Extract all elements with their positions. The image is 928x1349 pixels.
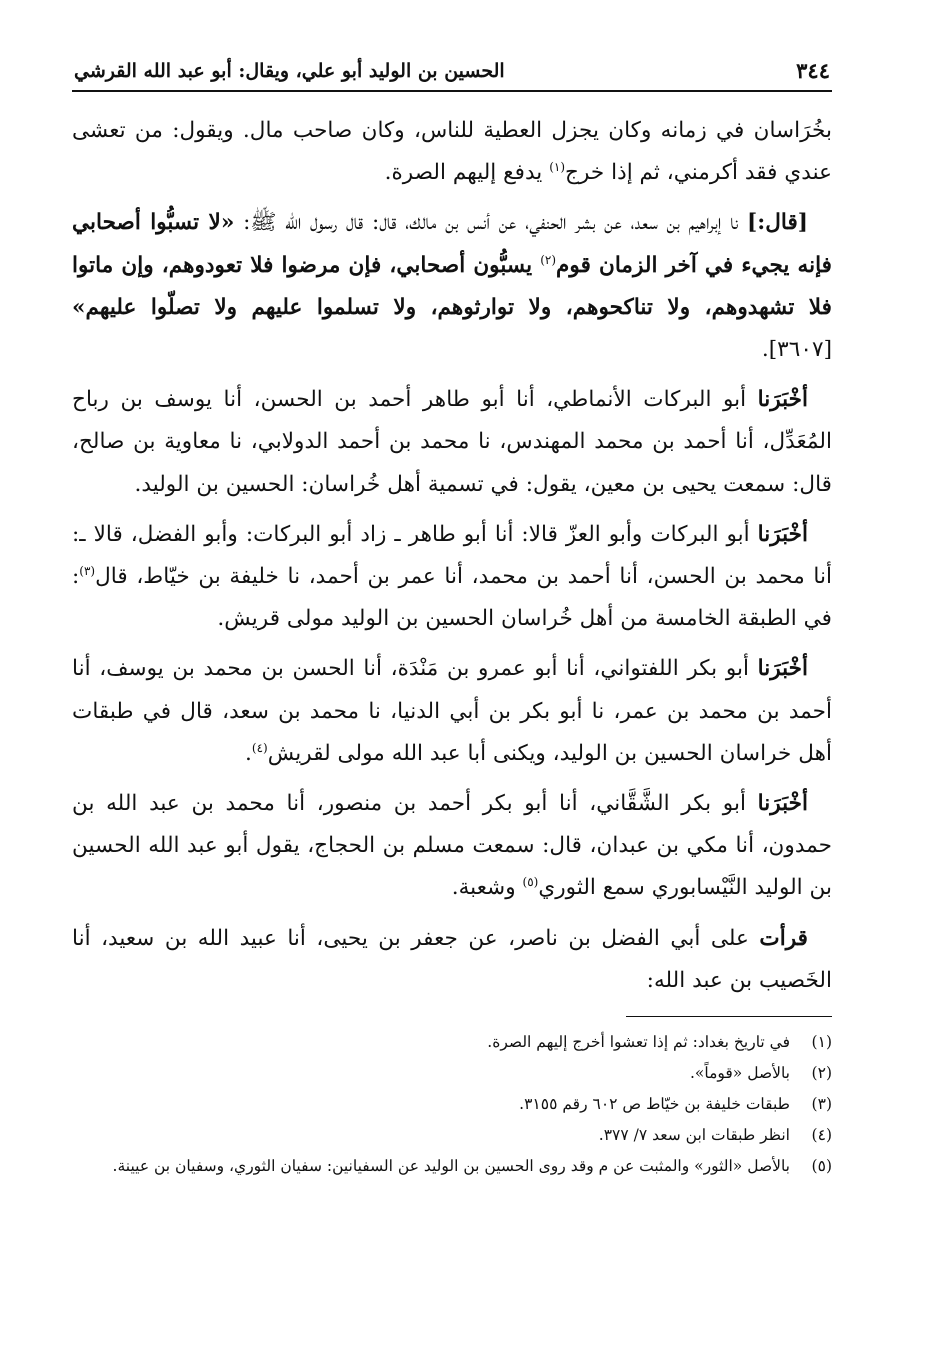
paragraph-2 (72, 202, 832, 371)
paragraph-3-keyword: أخْبَرَنا (757, 387, 808, 413)
paragraph-5-keyword: أخْبَرَنا (757, 656, 808, 682)
paragraph-5-text: أبو بكر اللفتواني، أنا أبو عمرو بن مَنْدَة، أنا الحسن بن محمد بن يوسف، أنا أحمد بن محمد بن عمر، نا أبو بكر بن أبي الدنيا، نا محمد بن سعد، قال في طبقات أهل خراسان الحسين بن الوليد، ويكنى أبا عبد الله مولى لقريش (72, 656, 832, 766)
footnote-text: في تاريخ بغداد: ثم إذا تعشوا أخرج إليهم الصرة. (487, 1033, 790, 1052)
footnote-text: انظر طبقات ابن سعد ٧/ ٣٧٧. (598, 1126, 790, 1145)
footnote-item (72, 1027, 832, 1058)
footnote-number: (٤) (811, 1126, 832, 1145)
footnote-ref-3[interactable]: (٣) (79, 563, 96, 578)
footnote-item (72, 1089, 832, 1120)
paragraph-1 (72, 110, 832, 194)
paragraph-4-text: أبو البركات وأبو العزّ قالا: أنا أبو طاهر ـ زاد أبو البركات: وأبو الفضل، قالا ـ: أنا محمد بن الحسن، أنا أحمد بن محمد، أنا عمر بن أحمد، نا خليفة بن خيّاط، قال (72, 521, 832, 590)
paragraph-4-keyword: أخْبَرَنا (757, 521, 808, 547)
footnote-number: (٢) (811, 1064, 832, 1083)
book-page (72, 58, 832, 1329)
footnote-ref-5[interactable]: (٥) (522, 875, 539, 890)
hadith-reference: [٣٦٠٧]. (761, 337, 832, 363)
hadith-text-part-1: «لا تسبُّوا أصحابي فإنه يجيء في آخر الزمان قوم (72, 210, 832, 278)
footnote-text: بالأصل «الثور» والمثبت عن م وقد روى الحسين بن الوليد عن السفيانين: سفيان الثوري، وسفيان بن عيينة. (112, 1157, 790, 1176)
paragraph-6-text: أبو بكر الشَّقَّاني، أنا أبو بكر أحمد بن منصور، أنا محمد بن عبد الله بن حمدون، أنا مكي بن عبدان، قال: سمعت مسلم بن الحجاج، يقول أبو عبد الله الحسين بن الوليد النَّيْسابوري سمع الثوري (72, 791, 832, 901)
footnotes (72, 1027, 832, 1182)
paragraph-5-end: . (245, 740, 252, 766)
footnote-ref-1[interactable]: (١) (549, 160, 566, 175)
footnote-item (72, 1151, 832, 1182)
paragraph-6-keyword: أخْبَرَنا (757, 791, 808, 817)
footnote-text: طبقات خليفة بن خيّاط ص ٦٠٢ رقم ٣١٥٥. (519, 1095, 790, 1114)
paragraph-4-end: : في الطبقة الخامسة من أهل خُراسان الحسين بن الوليد مولى قريش. (72, 564, 832, 632)
footnote-ref-4[interactable]: (٤) (251, 740, 268, 755)
footnote-item (72, 1120, 832, 1151)
paragraph-7-keyword: قرأت (759, 925, 808, 951)
paragraph-7 (72, 918, 832, 1002)
paragraph-1-end: يدفع إليهم الصرة. (384, 160, 550, 186)
paragraph-2-isnad: نا إبراهيم بن سعد، عن بشر الحنفي، عن أنس بن مالك، قال: قال رسول الله ﷺ: (234, 210, 747, 236)
paragraph-1-text: بخُرَاسان في زمانه وكان يجزل العطية للناس، وكان صاحب مال. ويقول: من تعشى عندي فقد أكرمني، ثم إذا خرج (72, 118, 832, 186)
paragraph-7-text: على أبي الفضل بن ناصر، عن جعفر بن يحيى، أنا عبيد الله بن سعيد، أنا الخَصيب بن عبد الله: (72, 925, 832, 993)
running-header (72, 58, 832, 92)
footnote-separator (626, 1016, 832, 1017)
paragraph-3 (72, 379, 832, 506)
paragraph-4 (72, 514, 832, 641)
footnote-ref-2[interactable]: (٢) (540, 252, 557, 267)
paragraph-6 (72, 783, 832, 910)
paragraph-2-keyword: [قال:] (747, 210, 808, 236)
hadith-text-part-2: يسبُّون أصحابي، فإن مرضوا فلا تعودوهم، وإن ماتوا فلا تشهدوهم، ولا تناكحوهم، ولا توارثوهم، ولا تسلموا عليهم ولا تصلّوا عليهم» (72, 252, 832, 320)
main-text (72, 110, 832, 1002)
running-title: الحسين بن الوليد أبو علي، ويقال: أبو عبد الله القرشي (74, 60, 505, 82)
footnote-number: (٣) (811, 1095, 832, 1114)
page-number: ٣٤٤ (796, 58, 830, 83)
footnote-item (72, 1058, 832, 1089)
paragraph-3-text: أبو البركات الأنماطي، أنا أبو طاهر أحمد بن الحسن، أنا يوسف بن رباح المُعَدِّل، أنا أحمد بن محمد المهندس، نا محمد بن أحمد الدولابي، نا معاوية بن صالح، قال: سمعت يحيى بن معين، يقول: في تسمية أهل خُراسان: الحسين بن الوليد. (72, 387, 832, 497)
footnote-number: (٥) (811, 1157, 832, 1176)
footnote-number: (١) (811, 1033, 832, 1052)
paragraph-5 (72, 648, 832, 775)
paragraph-6-end: وشعبة. (451, 875, 523, 901)
footnote-text: بالأصل «قوماً». (689, 1064, 790, 1083)
